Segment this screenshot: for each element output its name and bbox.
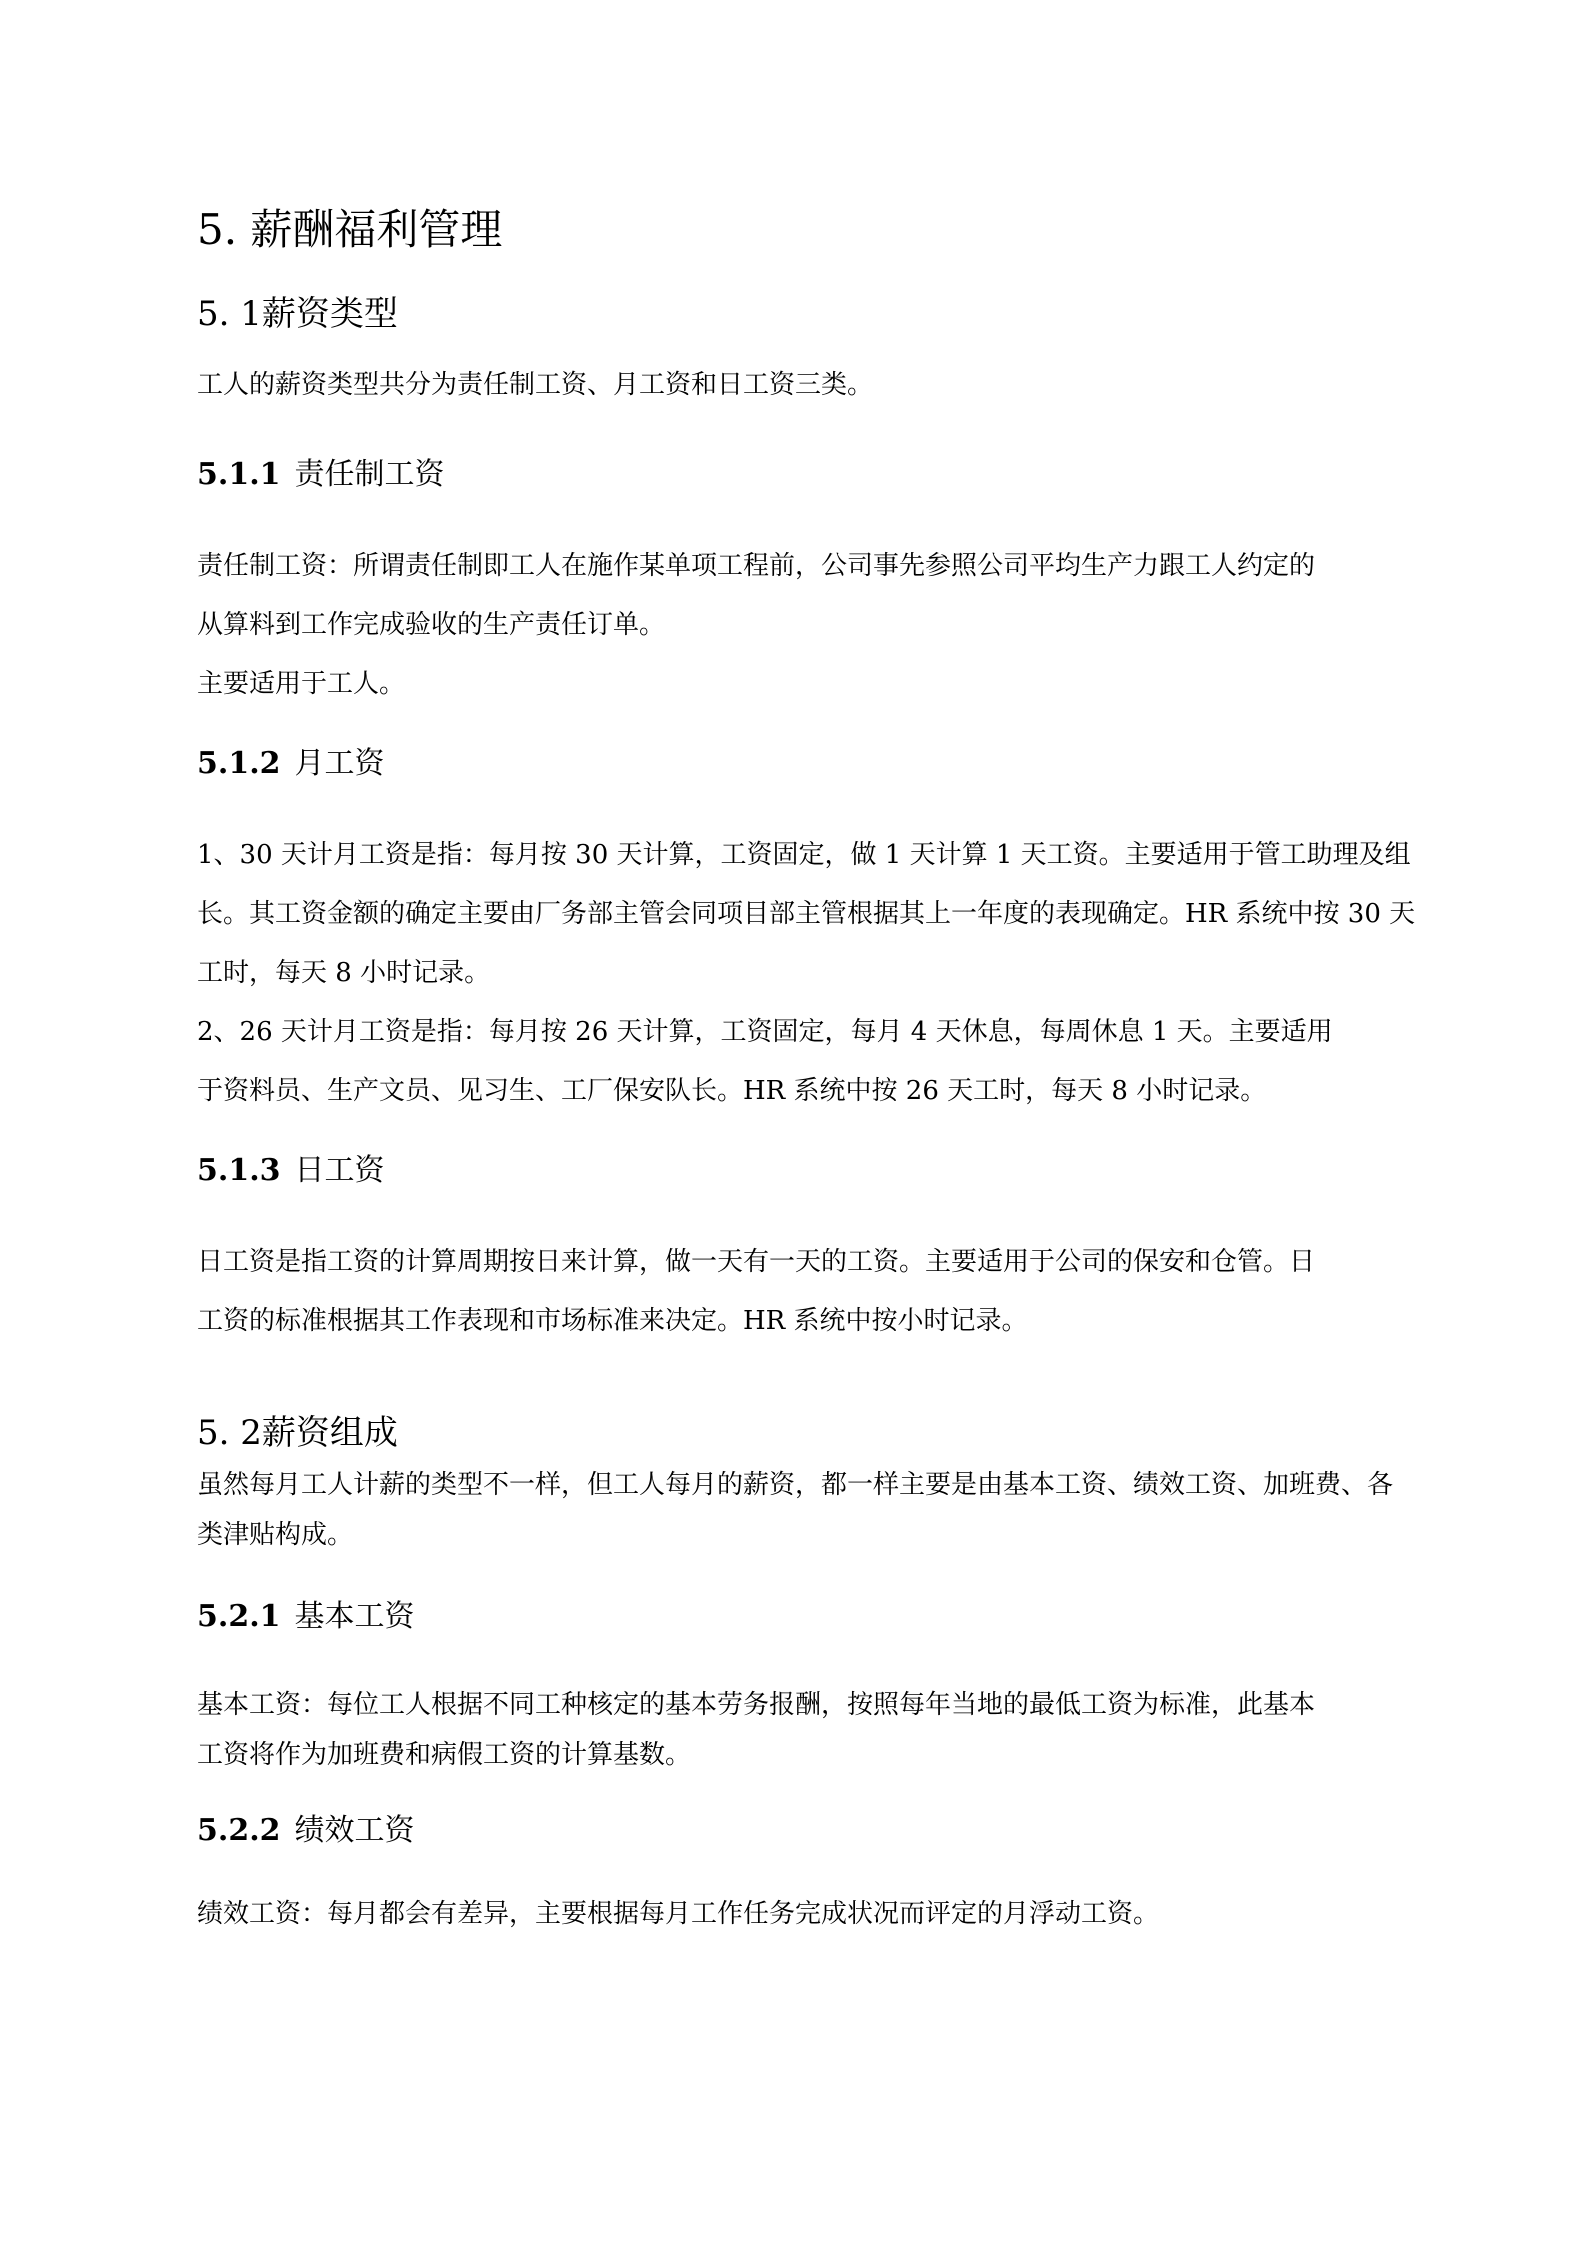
text-line: 日工资是指工资的计算周期按日来计算，做一天有一天的工资。主要适用于公司的保安和仓管。日 [197, 1247, 1316, 1277]
text-line: 1、30 天计月工资是指：每月按 30 天计算，工资固定，做 1 天计算 1 天工资。主要适用于管工助理及组 [197, 840, 1411, 870]
subsection-number: 5.1.3 [197, 1153, 281, 1188]
text-line: 主要适用于工人。 [197, 669, 406, 699]
paragraph-performance-wage [197, 1889, 1159, 1939]
text-line: 从算料到工作完成验收的生产责任订单。 [197, 610, 666, 640]
subsection-title: 月工资 [294, 746, 385, 781]
section-heading-5-2: 5. 2薪资组成 [197, 1413, 398, 1453]
section-heading-5-1: 5. 1薪资类型 [197, 294, 398, 334]
text-line: 绩效工资：每月都会有差异，主要根据每月工作任务完成状况而评定的月浮动工资。 [197, 1899, 1160, 1929]
paragraph-daily-wage [197, 1233, 1315, 1351]
paragraph-salary-composition [197, 1460, 1393, 1560]
text-line: 长。其工资金额的确定主要由厂务部主管会同项目部主管根据其上一年度的表现确定。HR 系统中按 30 天 [197, 899, 1416, 929]
paragraph-monthly-wage [197, 826, 1415, 1121]
paragraph-responsibility-wage [197, 537, 1315, 714]
paragraph-base-wage [197, 1680, 1315, 1780]
subsection-title: 责任制工资 [294, 457, 445, 492]
subsection-heading-5-1-2 [197, 738, 385, 782]
text-line: 责任制工资：所谓责任制即工人在施作某单项工程前，公司事先参照公司平均生产力跟工人约定的 [197, 551, 1316, 581]
subsection-title: 绩效工资 [294, 1813, 415, 1848]
subsection-number: 5.1.2 [197, 746, 281, 781]
subsection-number: 5.2.1 [197, 1599, 281, 1634]
subsection-title: 日工资 [294, 1153, 385, 1188]
subsection-number: 5.1.1 [197, 457, 281, 492]
subsection-heading-5-2-1 [197, 1591, 415, 1635]
subsection-number: 5.2.2 [197, 1813, 281, 1848]
text-line: 工时，每天 8 小时记录。 [197, 958, 491, 988]
text-line: 2、26 天计月工资是指：每月按 26 天计算，工资固定，每月 4 天休息，每周休息 1 天。主要适用 [197, 1017, 1333, 1047]
text-line: 基本工资：每位工人根据不同工种核定的基本劳务报酬，按照每年当地的最低工资为标准，此基本 [197, 1690, 1316, 1720]
subsection-heading-5-1-1 [197, 449, 445, 493]
chapter-heading: 5. 薪酬福利管理 [197, 205, 503, 254]
paragraph-salary-types-intro: 工人的薪资类型共分为责任制工资、月工资和日工资三类。 [197, 370, 874, 400]
text-line: 类津贴构成。 [197, 1520, 354, 1550]
text-line: 虽然每月工人计薪的类型不一样，但工人每月的薪资，都一样主要是由基本工资、绩效工资、加班费、各 [197, 1470, 1394, 1500]
text-line: 工资将作为加班费和病假工资的计算基数。 [197, 1740, 692, 1770]
text-line: 于资料员、生产文员、见习生、工厂保安队长。HR 系统中按 26 天工时，每天 8 小时记录。 [197, 1076, 1267, 1106]
subsection-heading-5-1-3 [197, 1145, 385, 1189]
subsection-title: 基本工资 [294, 1599, 415, 1634]
text-line: 工资的标准根据其工作表现和市场标准来决定。HR 系统中按小时记录。 [197, 1306, 1028, 1336]
subsection-heading-5-2-2 [197, 1805, 415, 1849]
